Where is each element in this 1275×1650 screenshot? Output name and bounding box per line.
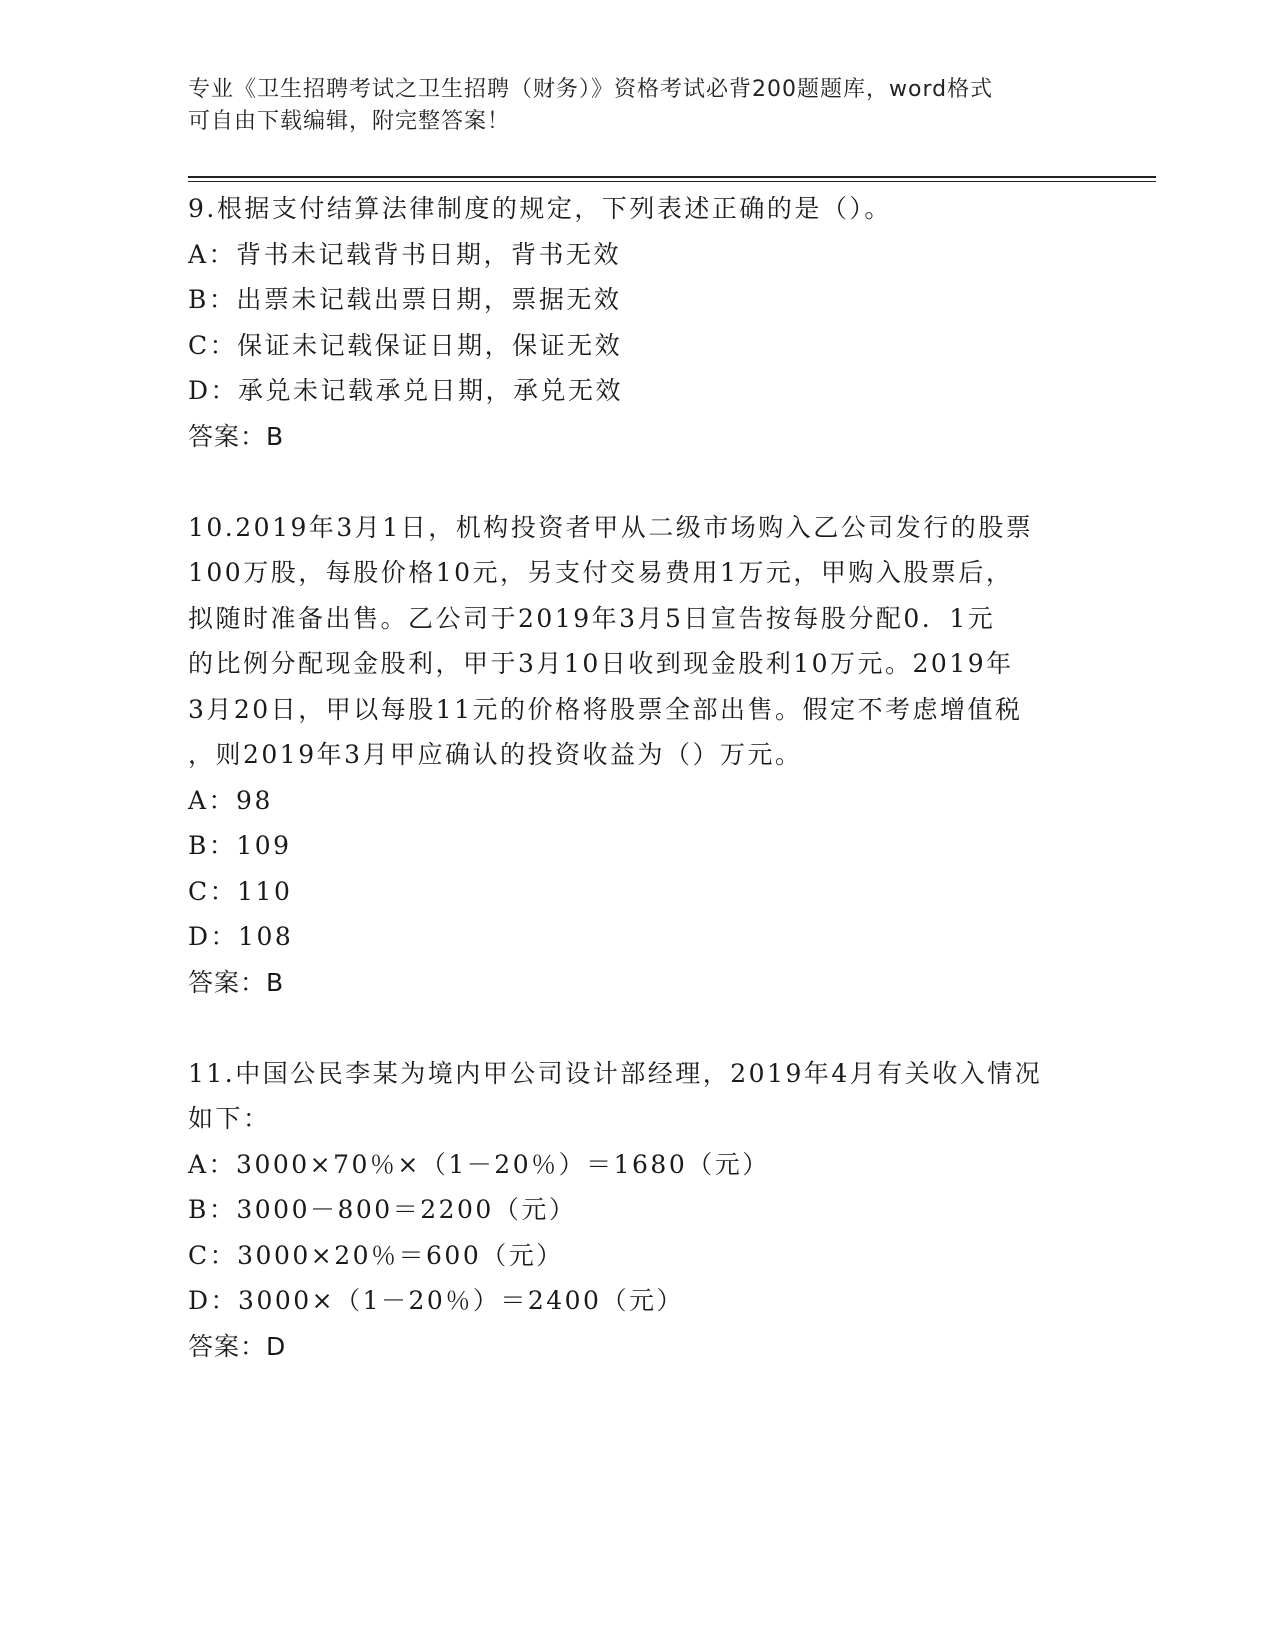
header-divider-thick bbox=[188, 176, 1156, 178]
question-stem-line: 的比例分配现金股利，甲于3月10日收到现金股利10万元。2019年 bbox=[188, 649, 1014, 678]
question-stem: 9.根据支付结算法律制度的规定，下列表述正确的是（）。 bbox=[188, 194, 892, 223]
question-stem-line: 拟随时准备出售。乙公司于2019年3月5日宣告按每股分配0．1元 bbox=[188, 603, 996, 633]
option-a: A：98 bbox=[188, 785, 273, 815]
question-stem-line: 3月20日，甲以每股11元的价格将股票全部出售。假定不考虑增值税 bbox=[188, 694, 1023, 724]
answer-line: 答案：D bbox=[188, 1331, 287, 1361]
header-line-2: 可自由下载编辑，附完整答案！ bbox=[188, 109, 511, 134]
question-stem-line: 100万股，每股价格10元，另支付交易费用1万元，甲购入股票后， bbox=[188, 558, 1014, 587]
question-9 bbox=[188, 186, 1088, 459]
question-stem-line: 11.中国公民李某为境内甲公司设计部经理，2019年4月有关收入情况 bbox=[188, 1058, 1043, 1088]
option-c: C：保证未记载保证日期，保证无效 bbox=[188, 330, 623, 360]
option-c: C：110 bbox=[188, 876, 293, 906]
option-d: D：3000×（1－20％）＝2400（元） bbox=[188, 1286, 684, 1315]
question-stem-line: 如下： bbox=[188, 1104, 271, 1133]
option-a: A：3000×70％×（1－20％）＝1680（元） bbox=[188, 1149, 770, 1179]
option-a: A：背书未记载背书日期，背书无效 bbox=[188, 239, 622, 269]
option-c: C：3000×20％＝600（元） bbox=[188, 1240, 564, 1270]
question-11 bbox=[188, 1051, 1088, 1370]
answer-line: 答案：B bbox=[188, 967, 285, 997]
header-divider-thin bbox=[188, 181, 1156, 182]
answer-line: 答案：B bbox=[188, 421, 285, 451]
document-header bbox=[188, 74, 1068, 138]
option-b: B：3000－800＝2200（元） bbox=[188, 1195, 577, 1224]
header-line-1: 专业《卫生招聘考试之卫生招聘（财务）》资格考试必背200题题库，word格式 bbox=[188, 77, 994, 102]
question-stem-line: ，则2019年3月甲应确认的投资收益为（）万元。 bbox=[188, 740, 803, 769]
option-d: D：承兑未记载承兑日期，承兑无效 bbox=[188, 376, 624, 405]
option-d: D：108 bbox=[188, 922, 294, 951]
option-b: B：出票未记载出票日期，票据无效 bbox=[188, 285, 622, 314]
option-b: B：109 bbox=[188, 831, 292, 860]
question-stem-line: 10.2019年3月1日，机构投资者甲从二级市场购入乙公司发行的股票 bbox=[188, 512, 1034, 542]
question-10 bbox=[188, 505, 1088, 1006]
question-list bbox=[188, 186, 1088, 1415]
